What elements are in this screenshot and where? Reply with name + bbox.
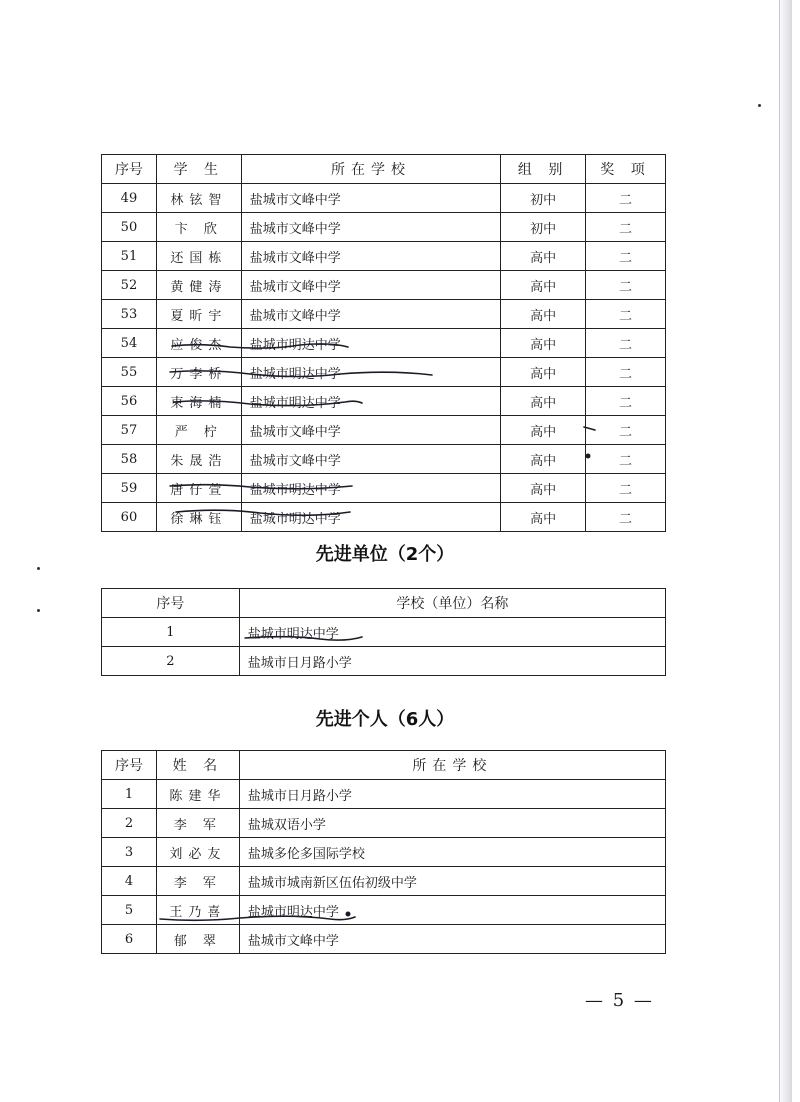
cell-index: 2	[102, 809, 157, 838]
cell-school: 盐城多伦多国际学校	[239, 838, 665, 867]
cell-name: 郁 翠	[156, 925, 239, 954]
cell-group: 高中	[501, 387, 586, 416]
cell-index: 55	[102, 358, 157, 387]
cell-award: 二	[586, 184, 666, 213]
cell-student: 束海楠	[156, 387, 241, 416]
page-number: — 5 —	[585, 990, 654, 1011]
cell-award: 二	[586, 358, 666, 387]
cell-school: 盐城市文峰中学	[241, 416, 500, 445]
cell-name: 李 军	[156, 867, 239, 896]
cell-school: 盐城市明达中学	[241, 387, 500, 416]
cell-school: 盐城市明达中学	[241, 503, 500, 532]
cell-index: 3	[102, 838, 157, 867]
header-unit-name: 学校（单位）名称	[239, 589, 665, 618]
pen-underline	[174, 401, 362, 406]
cell-name: 陈建华	[156, 780, 239, 809]
cell-award: 二	[586, 271, 666, 300]
cell-index: 1	[102, 780, 157, 809]
cell-index: 59	[102, 474, 157, 503]
cell-group: 初中	[501, 184, 586, 213]
cell-student: 唐仔萱	[156, 474, 241, 503]
cell-index: 5	[102, 896, 157, 925]
cell-award: 二	[586, 213, 666, 242]
cell-school: 盐城市明达中学	[241, 329, 500, 358]
cell-index: 6	[102, 925, 157, 954]
cell-student: 黄健涛	[156, 271, 241, 300]
cell-index: 2	[102, 647, 240, 676]
cell-school: 盐城市文峰中学	[241, 271, 500, 300]
cell-index: 4	[102, 867, 157, 896]
cell-school: 盐城市明达中学	[239, 896, 665, 925]
cell-school: 盐城双语小学	[239, 809, 665, 838]
cell-award: 二	[586, 503, 666, 532]
cell-student: 还国栋	[156, 242, 241, 271]
cell-school: 盐城市文峰中学	[241, 213, 500, 242]
cell-name: 王乃喜	[156, 896, 239, 925]
pen-underline	[172, 344, 348, 348]
cell-unit-name: 盐城市日月路小学	[239, 647, 665, 676]
cell-student: 夏昕宇	[156, 300, 241, 329]
cell-school: 盐城市日月路小学	[239, 780, 665, 809]
cell-index: 50	[102, 213, 157, 242]
header-group: 组 别	[501, 155, 586, 184]
cell-student: 严 柠	[156, 416, 241, 445]
header-school: 所在学校	[239, 751, 665, 780]
cell-award: 二	[586, 387, 666, 416]
cell-award: 二	[586, 416, 666, 445]
cell-index: 53	[102, 300, 157, 329]
cell-index: 1	[102, 618, 240, 647]
cell-award: 二	[586, 474, 666, 503]
cell-unit-name: 盐城市明达中学	[239, 618, 665, 647]
cell-index: 51	[102, 242, 157, 271]
cell-award: 二	[586, 329, 666, 358]
cell-group: 高中	[501, 445, 586, 474]
cell-school: 盐城市文峰中学	[239, 925, 665, 954]
cell-student: 徐琳钰	[156, 503, 241, 532]
cell-name: 刘必友	[156, 838, 239, 867]
section-title-advanced-individuals: 先进个人（6人）	[315, 709, 455, 730]
cell-group: 高中	[501, 503, 586, 532]
pen-dot	[586, 454, 591, 459]
cell-index: 52	[102, 271, 157, 300]
cell-group: 高中	[501, 300, 586, 329]
pen-dot	[346, 912, 351, 917]
cell-index: 49	[102, 184, 157, 213]
cell-student: 林铉智	[156, 184, 241, 213]
cell-school: 盐城市城南新区伍佑初级中学	[239, 867, 665, 896]
cell-award: 二	[586, 242, 666, 271]
cell-group: 高中	[501, 358, 586, 387]
cell-group: 初中	[501, 213, 586, 242]
cell-award: 二	[586, 445, 666, 474]
cell-student: 应俊杰	[156, 329, 241, 358]
header-award: 奖 项	[586, 155, 666, 184]
pen-underline	[245, 637, 362, 640]
pen-tick	[584, 427, 595, 430]
cell-student: 朱晟浩	[156, 445, 241, 474]
cell-group: 高中	[501, 416, 586, 445]
pen-underline	[176, 510, 350, 515]
cell-school: 盐城市明达中学	[241, 358, 500, 387]
cell-index: 54	[102, 329, 157, 358]
cell-name: 李 军	[156, 809, 239, 838]
cell-school: 盐城市明达中学	[241, 474, 500, 503]
header-index: 序号	[102, 589, 240, 618]
pen-underline	[170, 371, 432, 377]
pen-underline	[160, 916, 355, 920]
header-student: 学 生	[156, 155, 241, 184]
section-title-advanced-units: 先进单位（2个）	[315, 544, 455, 565]
cell-school: 盐城市文峰中学	[241, 242, 500, 271]
pen-underline	[170, 485, 352, 489]
cell-index: 56	[102, 387, 157, 416]
cell-group: 高中	[501, 242, 586, 271]
cell-group: 高中	[501, 329, 586, 358]
cell-school: 盐城市文峰中学	[241, 300, 500, 329]
cell-award: 二	[586, 300, 666, 329]
cell-group: 高中	[501, 271, 586, 300]
cell-school: 盐城市文峰中学	[241, 184, 500, 213]
header-index: 序号	[102, 751, 157, 780]
cell-group: 高中	[501, 474, 586, 503]
header-index: 序号	[102, 155, 157, 184]
header-school: 所在学校	[241, 155, 500, 184]
cell-student: 万李桥	[156, 358, 241, 387]
cell-index: 58	[102, 445, 157, 474]
cell-index: 60	[102, 503, 157, 532]
cell-school: 盐城市文峰中学	[241, 445, 500, 474]
cell-student: 卞 欣	[156, 213, 241, 242]
cell-index: 57	[102, 416, 157, 445]
header-name: 姓 名	[156, 751, 239, 780]
